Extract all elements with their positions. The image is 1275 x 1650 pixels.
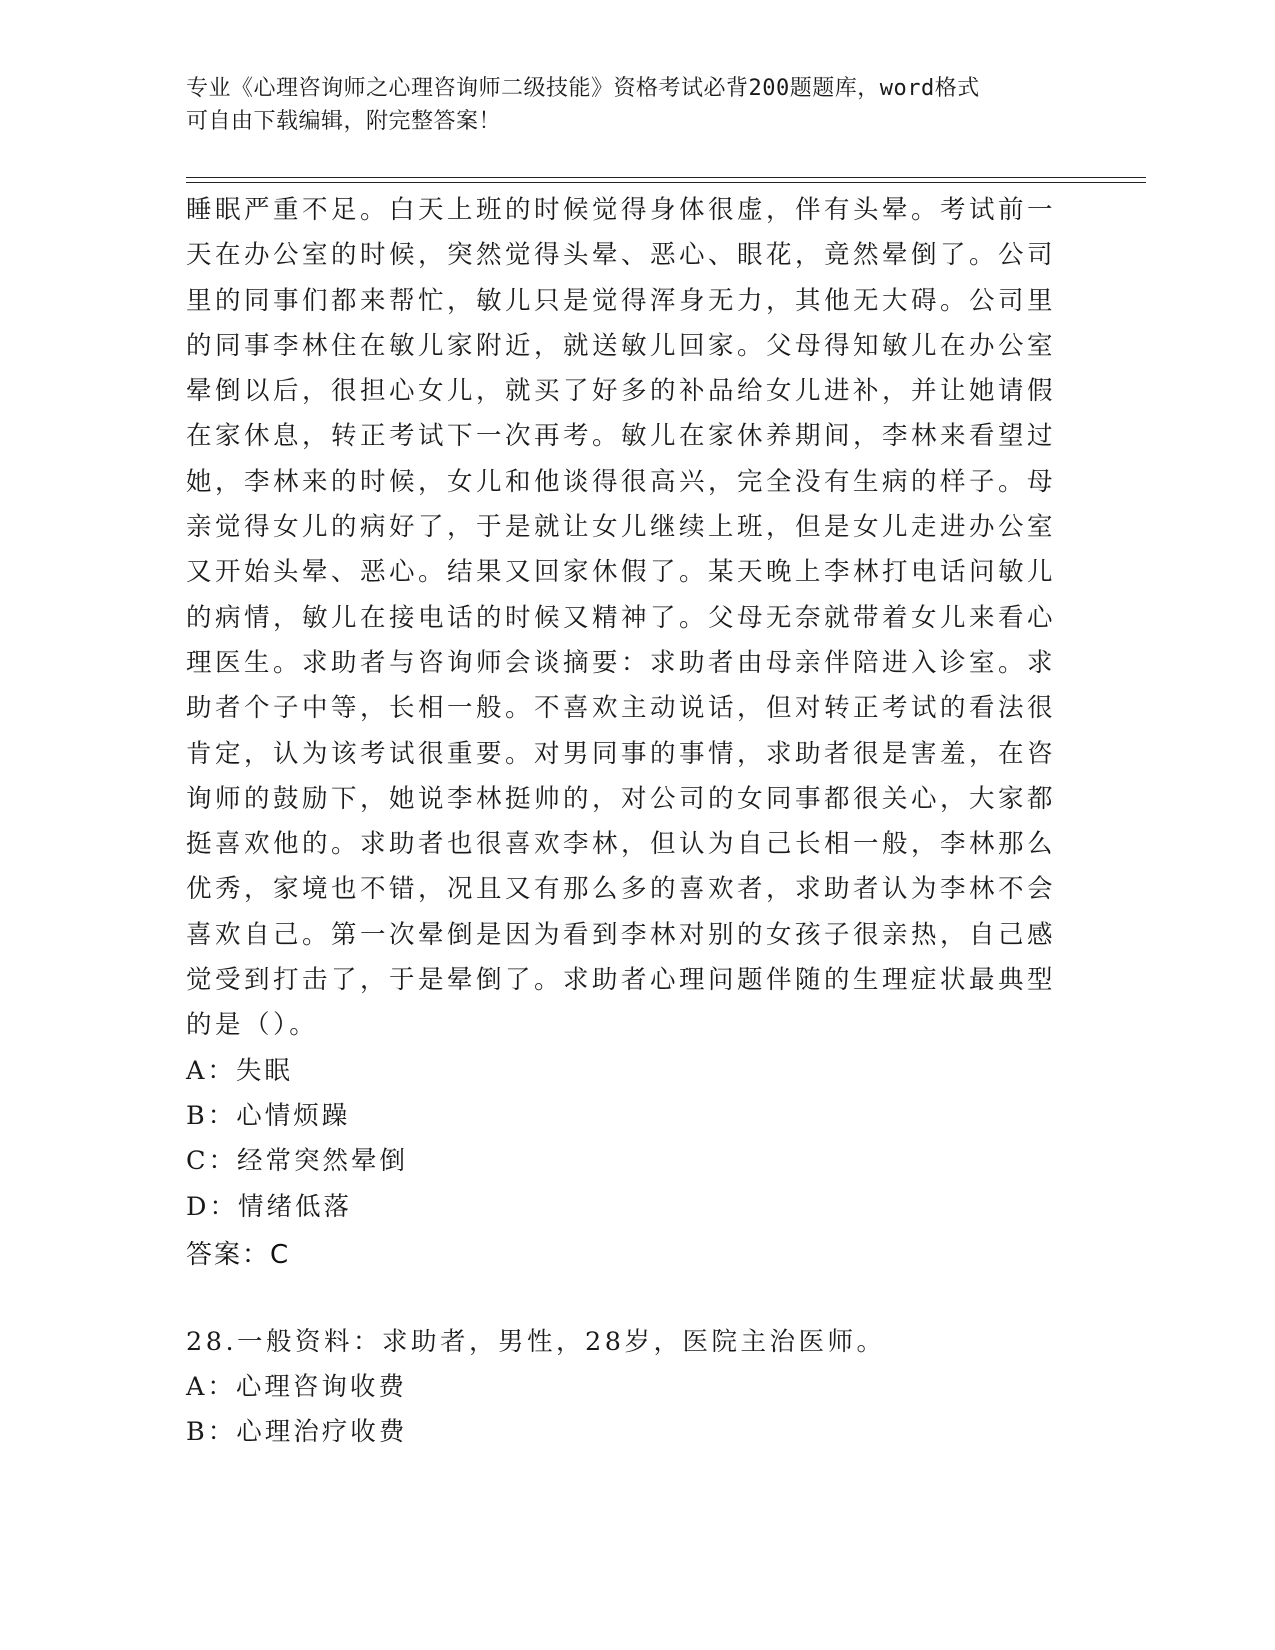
question-27-text: 睡眠严重不足。白天上班的时候觉得身体很虚，伴有头晕。考试前一天在办公室的时候，突然觉得头晕、恶心、眼花，竟然晕倒了。公司里的同事们都来帮忙，敏儿只是觉得浑身无力，其他无大碍。公司里的同事李林住在敏儿家附近，就送敏儿回家。父母得知敏儿在办公室晕倒以后，很担心女儿，就买了好多的补品给女儿进补，并让她请假在家休息，转正考试下一次再考。敏儿在家休养期间，李林来看望过她，李林来的时候，女儿和他谈得很高兴，完全没有生病的样子。母亲觉得女儿的病好了，于是就让女儿继续上班，但是女儿走进办公室又开始头晕、恶心。结果又回家休假了。某天晚上李林打电话问敏儿的病情，敏儿在接电话的时候又精神了。父母无奈就带着女儿来看心理医生。求助者与咨询师会谈摘要：求助者由母亲伴陪进入诊室。求助者个子中等，长相一般。不喜欢主动说话，但对转正考试的看法很肯定，认为该考试很重要。对男同事的事情，求助者很是害羞，在咨询师的鼓励下，她说李林挺帅的，对公司的女同事都很关心，大家都挺喜欢他的。求助者也很喜欢李林，但认为自己长相一般，李林那么优秀，家境也不错，况且又有那么多的喜欢者，求助者认为李林不会喜欢自己。第一次晕倒是因为看到李林对别的女孩子很亲热，自己感觉受到打击了，于是晕倒了。求助者心理问题伴随的生理症状最典型的是（）。 [186,195,1057,1041]
header-title-line-2: 可自由下载编辑，附完整答案！ [186,109,502,134]
document-header [186,72,1066,138]
question-28-text: 28.一般资料：求助者，男性，28岁，医院主治医师。 [186,1326,886,1357]
option-a: A：心理咨询收费 [186,1372,407,1403]
document-body [186,188,1056,1456]
question-27-answer: 答案：C [186,1239,291,1270]
option-a: A：失眠 [186,1055,293,1086]
question-28-options [186,1365,1056,1456]
option-b: B：心理治疗收费 [186,1417,408,1448]
option-d: D：情绪低落 [186,1191,352,1222]
question-spacer [186,1278,1056,1320]
option-b: B：心情烦躁 [186,1100,351,1131]
header-divider-bottom [186,182,1146,183]
header-divider-top [186,177,1146,178]
question-27-options [186,1049,1056,1230]
header-title-line-1: 专业《心理咨询师之心理咨询师二级技能》资格考试必背200题题库，word格式 [186,76,980,101]
option-c: C：经常突然晕倒 [186,1146,409,1177]
